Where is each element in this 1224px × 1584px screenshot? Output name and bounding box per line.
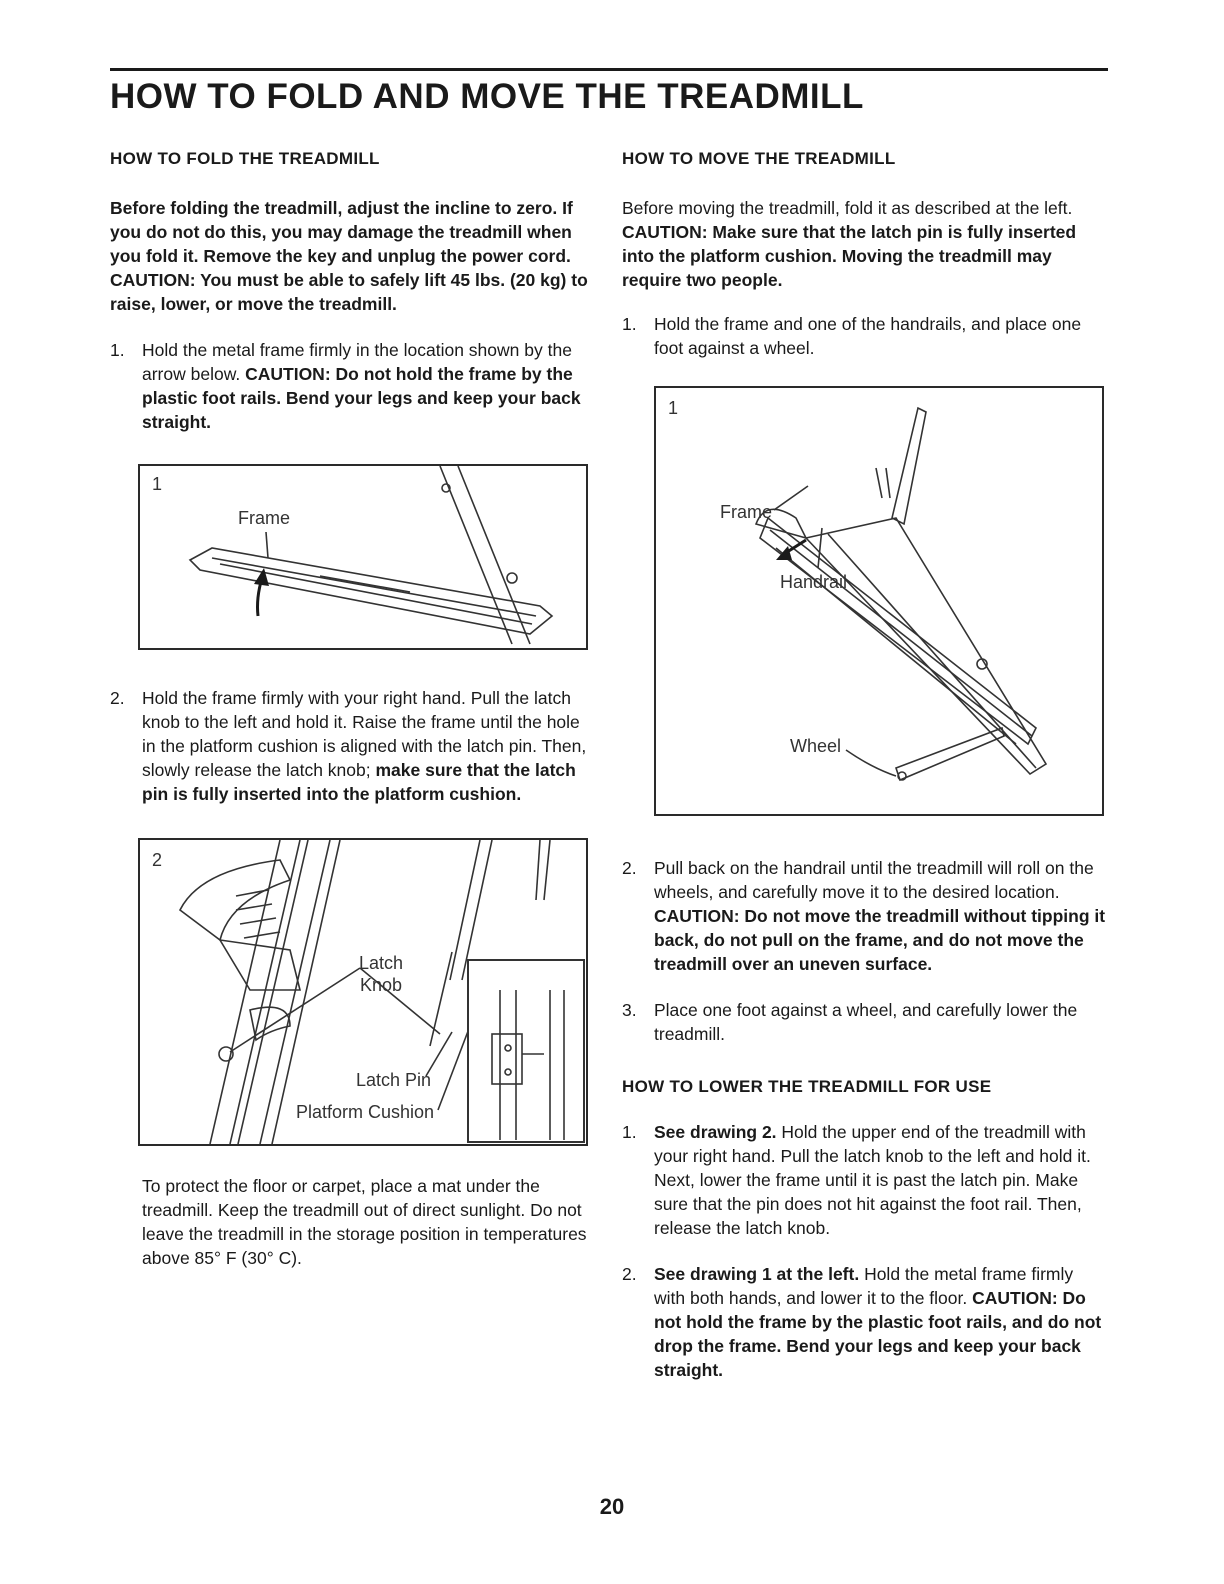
step-text: Hold the metal frame firmly with both hands, and lower it to the floor. xyxy=(654,1264,1074,1308)
page-title: HOW TO FOLD AND MOVE THE TREADMILL xyxy=(110,68,1108,117)
folded-treadmill-drawing xyxy=(140,466,586,648)
fold-intro-warning: Before folding the treadmill, adjust the incline to zero. If you do not do this, you may damage the treadmill when you fold it. Remove the key and unplug the power cord. CAUTION: You must be able to safely lift 45 lbs. (20 kg) to raise, lower, or move the treadmill. xyxy=(110,198,588,314)
lower-step-2 xyxy=(622,1262,1108,1382)
right-column xyxy=(622,148,1108,1382)
storage-note: To protect the floor or carpet, place a mat under the treadmill. Keep the treadmill out of direct sunlight. Do not leave the treadmill in the storage position in temperatures above 85° F (30° C). xyxy=(142,1176,587,1268)
move-heading: HOW TO MOVE THE TREADMILL xyxy=(622,149,896,168)
latch-drawing xyxy=(140,840,586,1144)
move-step-2 xyxy=(622,856,1108,976)
step-reference: See drawing 2. xyxy=(654,1122,777,1142)
page-number: 20 xyxy=(599,1494,625,1519)
step-number: 2. xyxy=(110,688,125,708)
moving-treadmill-drawing xyxy=(656,388,1102,814)
handrail-label: Handrail xyxy=(780,572,848,592)
step-text: Hold the frame and one of the handrails, and place one foot against a wheel. xyxy=(654,314,1082,358)
step-number: 1. xyxy=(622,314,637,334)
step-caution: CAUTION: Do not hold the frame by the plastic foot rails, and do not drop the frame. Bend your legs and keep your back straight. xyxy=(654,1288,1102,1380)
move-intro xyxy=(622,196,1108,292)
fold-step-1 xyxy=(110,338,590,434)
step-text: Hold the upper end of the treadmill with your right hand. Pull the latch knob to the left and hold it. Next, lower the frame until it is past the latch pin. Make sure that the pin does not hit against the foot rail. Then, release the latch knob. xyxy=(654,1122,1091,1238)
lower-step-1 xyxy=(622,1120,1108,1240)
figure-number: 2 xyxy=(152,850,163,870)
step-text: Place one foot against a wheel, and carefully lower the treadmill. xyxy=(654,1000,1078,1044)
frame-label: Frame xyxy=(238,508,291,528)
step-text: Pull back on the handrail until the treadmill will roll on the wheels, and carefully move it to the desired location. xyxy=(654,858,1094,902)
fold-step-2 xyxy=(110,686,590,806)
lower-heading: HOW TO LOWER THE TREADMILL FOR USE xyxy=(622,1077,992,1096)
step-text: Hold the frame firmly with your right hand. Pull the latch knob to the left and hold it. Raise the frame until the hole in the platform cushion is aligned with the latch pin. Then, slowly release the latch knob; xyxy=(142,688,587,780)
move-step-1 xyxy=(622,312,1108,360)
figure-number: 1 xyxy=(152,474,163,494)
fold-figure-1 xyxy=(138,464,588,650)
move-figure-1 xyxy=(654,386,1104,816)
frame-label: Frame xyxy=(720,502,773,522)
wheel-label: Wheel xyxy=(790,736,842,756)
step-number: 1. xyxy=(622,1122,637,1142)
step-number: 3. xyxy=(622,1000,637,1020)
latch-knob-label: Latch Knob xyxy=(358,953,404,995)
step-reference: See drawing 1 at the left. xyxy=(654,1264,860,1284)
step-caution: CAUTION: Do not move the treadmill without tipping it back, do not pull on the frame, and do not move the treadmill over an uneven surface. xyxy=(654,906,1106,974)
left-column xyxy=(110,148,590,1270)
step-number: 2. xyxy=(622,1264,637,1284)
move-intro-caution: CAUTION: Make sure that the latch pin is fully inserted into the platform cushion. Moving the treadmill may require two people. xyxy=(622,222,1077,290)
move-intro-text: Before moving the treadmill, fold it as described at the left. xyxy=(622,198,1073,218)
platform-cushion-label: Platform Cushion xyxy=(296,1102,435,1122)
fold-heading: HOW TO FOLD THE TREADMILL xyxy=(110,149,380,168)
step-text: Hold the metal frame firmly in the location shown by the arrow below. xyxy=(142,340,572,384)
step-caution: CAUTION: Do not hold the frame by the plastic foot rails. Bend your legs and keep your back straight. xyxy=(142,364,581,432)
figure-number: 1 xyxy=(668,398,679,418)
step-caution: make sure that the latch pin is fully inserted into the platform cushion. xyxy=(142,760,576,804)
latch-pin-label: Latch Pin xyxy=(356,1070,432,1090)
move-step-3 xyxy=(622,998,1108,1046)
fold-figure-2 xyxy=(138,838,588,1146)
step-number: 1. xyxy=(110,340,125,360)
step-number: 2. xyxy=(622,858,637,878)
